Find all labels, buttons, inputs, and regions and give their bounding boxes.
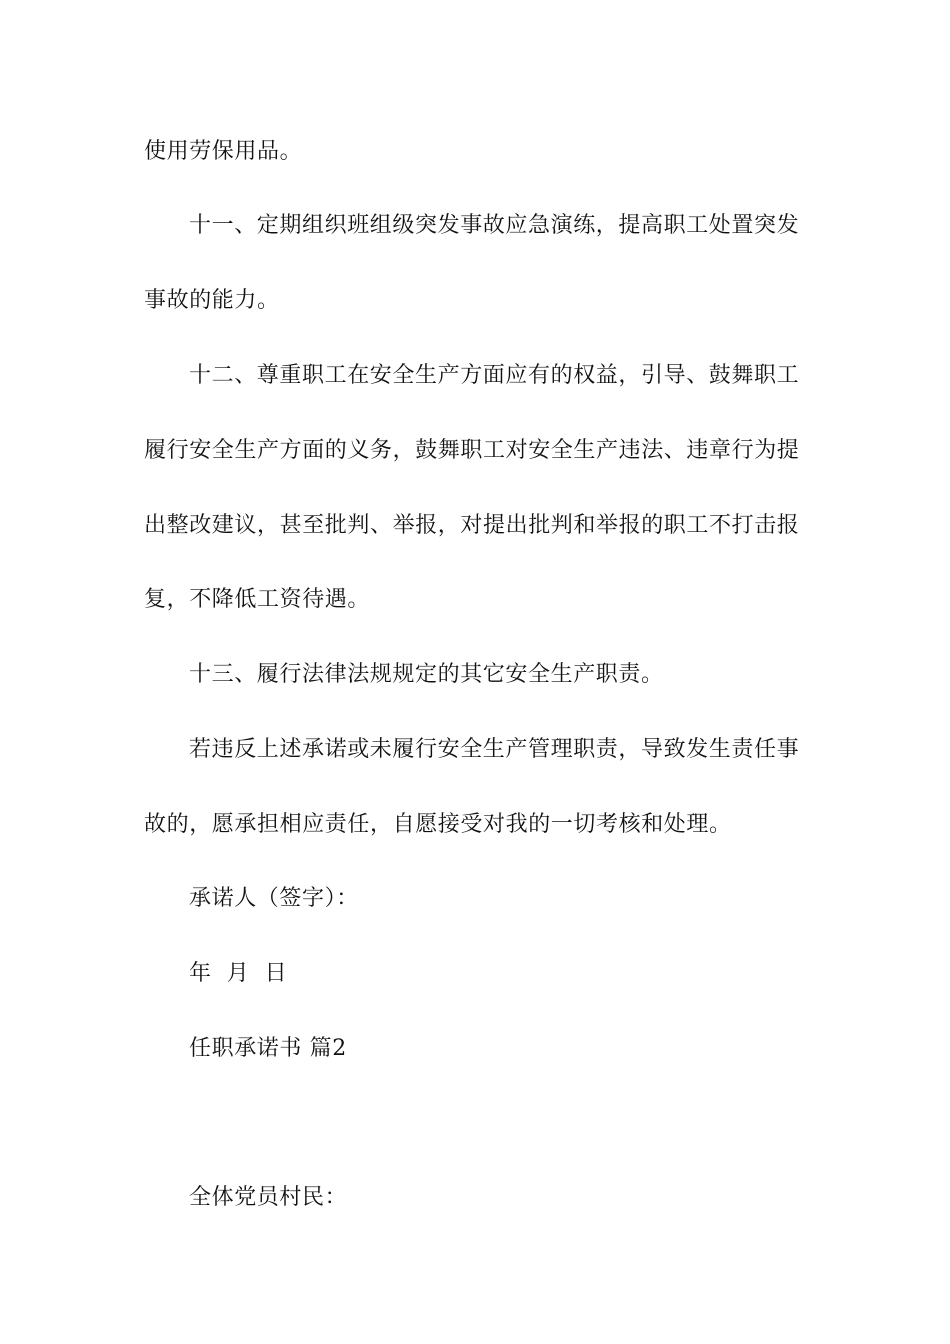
text-line: 十二、尊重职工在安全生产方面应有的权益，引导、鼓舞职工: [189, 363, 800, 388]
text-line: 十一、定期组织班组级突发事故应急演练，提高职工处置突发: [189, 213, 800, 238]
text-line: 若违反上述承诺或未履行安全生产管理职责，导致发生责任事: [189, 737, 800, 762]
section-heading: 任职承诺书 篇2: [189, 1036, 347, 1061]
salutation-line: 全体党员村民：: [189, 1185, 348, 1210]
text-line: 复，不降低工资待遇。: [144, 587, 371, 612]
signature-line: 承诺人（签字）：: [189, 886, 359, 911]
text-line: 使用劳保用品。: [144, 139, 303, 164]
text-line: 故的，愿承担相应责任，自愿接受对我的一切考核和处理。: [144, 812, 732, 837]
text-line: 事故的能力。: [144, 288, 280, 313]
text-line: 履行安全生产方面的义务，鼓舞职工对安全生产违法、违章行为提: [144, 438, 800, 463]
text-line: 出整改建议，甚至批判、举报，对提出批判和举报的职工不打击报: [144, 513, 800, 538]
text-line: 十三、履行法律法规规定的其它安全生产职责。: [189, 662, 664, 687]
date-line: 年 月 日: [189, 961, 288, 986]
